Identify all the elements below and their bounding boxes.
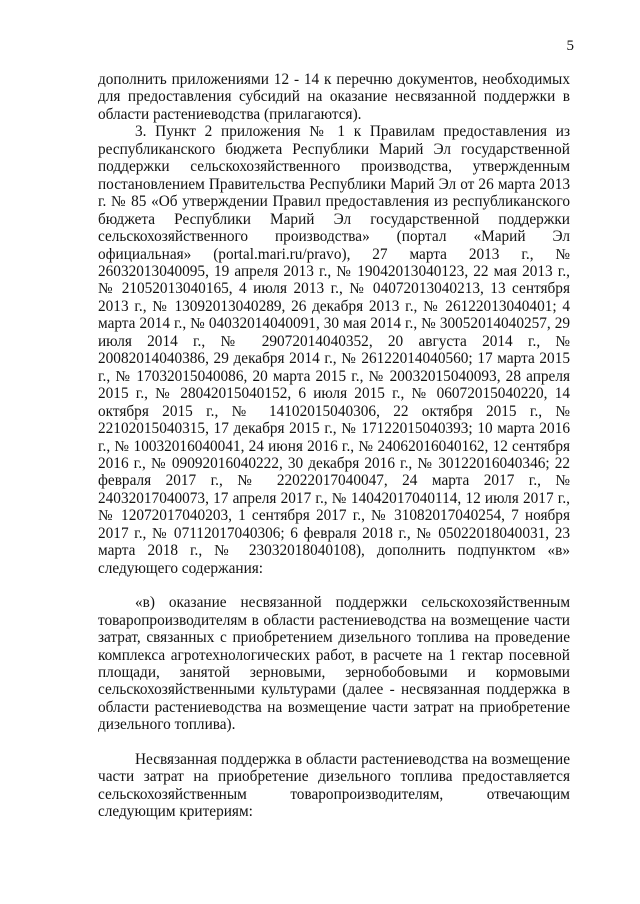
paragraph-item-3: 3. Пункт 2 приложения № 1 к Правилам предоставления из республиканского бюджета Республики Марий Эл государственной поддержки сельскохозяйственного производства, утвержденным постановлением Правительства Республики Марий Эл от 26 марта 2013 г. № 85 «Об утверждении Правил предоставления из республиканского бюджета Республики Марий Эл государственной поддержки сельскохозяйственного производства» (портал «Марий Эл официальная» (portal.mari.ru/pravo), 27 марта 2013 г., № 26032013040095, 19 апреля 2013 г., № 19042013040123, 22 мая 2013 г., № 21052013040165, 4 июля 2013 г., № 04072013040213, 13 сентября 2013 г., № 13092013040289, 26 декабря 2013 г., № 26122013040401; 4 марта 2014 г., № 04032014040091, 30 мая 2014 г., № 30052014040257, 29 июля 2014 г., № 29072014040352, 20 августа 2014 г., № 20082014040386, 29 декабря 2014 г., № 26122014040560; 17 марта 2015 г., № 17032015040086, 20 марта 2015 г., № 20032015040093, 28 апреля 2015 г., № 28042015040152, 6 июля 2015 г., № 06072015040220, 14 октября 2015 г., № 14102015040306, 22 октября 2015 г., № 22102015040315, 17 декабря 2015 г., № 17122015040393; 10 марта 2016 г., № 10032016040041, 24 июня 2016 г., № 24062016040162, 12 сентября 2016 г., № 09092016040222, 30 декабря 2016 г., № 30122016040346; 22 февраля 2017 г., № 22022017040047, 24 марта 2017 г., № 24032017040073, 17 апреля 2017 г., № 14042017040114, 12 июля 2017 г., № 12072017040203, 1 сентября 2017 г., № 31082017040254, 7 ноября 2017 г., № 07112017040306; 6 февраля 2018 г., № 05022018040031, 23 марта 2018 г., № 23032018040108), дополнить подпунктом «в» следующего содержания:	[98, 123, 570, 577]
paragraph-continuation: дополнить приложениями 12 - 14 к перечню документов, необходимых для предоставления субсидий на оказание несвязанной поддержки в области растениеводства (прилагаются).	[98, 71, 570, 123]
paragraph-subitem-v: «в) оказание несвязанной поддержки сельскохозяйственным товаропроизводителям в области растениеводства на возмещение части затрат, связанных с приобретением дизельного топлива на проведение комплекса агротехнологических работ, в расчете на 1 гектар посевной площади, занятой зерновыми, зернобобовыми и кормовыми сельскохозяйственными культурами (далее - несвязанная поддержка в области растениеводства на возмещение части затрат на приобретение дизельного топлива).	[98, 594, 570, 734]
paragraph-support-criteria: Несвязанная поддержка в области растениеводства на возмещение части затрат на приобретение дизельного топлива предоставляется сельскохозяйственным товаропроизводителям, отвечающим следующим критериям:	[98, 750, 570, 821]
document-body	[98, 71, 570, 821]
page-number: 5	[566, 38, 574, 54]
